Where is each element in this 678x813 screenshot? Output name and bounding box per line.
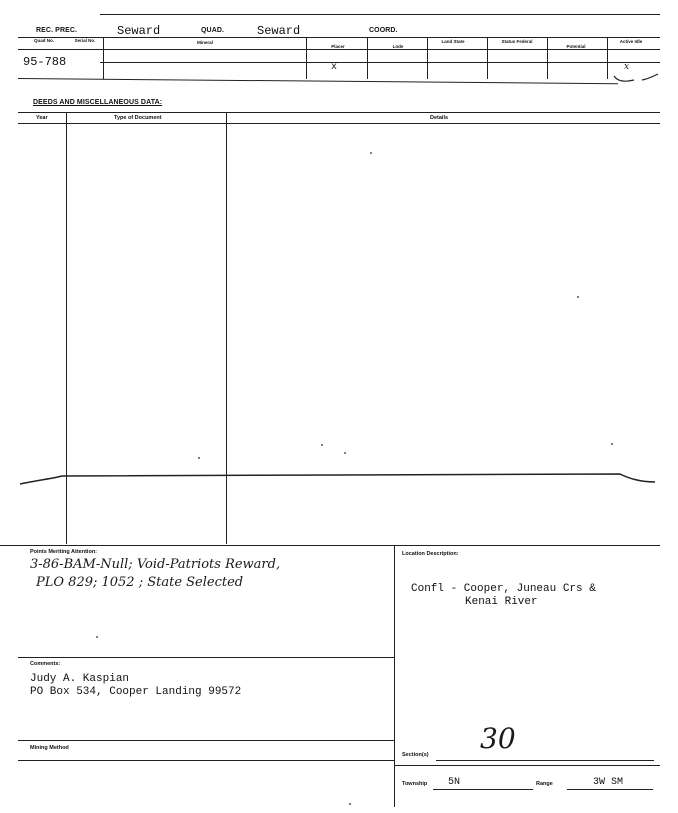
location-label: Location Description: <box>402 551 459 557</box>
section-divider-rule <box>394 765 660 766</box>
col-land-state: Land State <box>441 39 465 44</box>
speck <box>96 636 98 638</box>
mining-method-label: Mining Method <box>30 745 69 751</box>
section-label: Section(s) <box>402 752 429 758</box>
top-rule <box>100 14 660 15</box>
section-underline <box>436 760 654 761</box>
paper-crease <box>0 470 678 500</box>
location-line-2: Kenai River <box>465 596 538 608</box>
speck <box>349 803 351 805</box>
speck <box>344 452 346 454</box>
col-placer: Placer <box>331 44 345 49</box>
comments-line-1: Judy A. Kaspian <box>30 673 130 685</box>
comments-top-rule <box>18 657 394 658</box>
comments-line-2: PO Box 534, Cooper Landing 99572 <box>30 686 242 698</box>
col-divider-4 <box>427 37 428 79</box>
township-value: 5N <box>448 777 461 788</box>
section-value: 30 <box>480 722 516 755</box>
col-potential: Potential <box>566 44 586 49</box>
table-header-rule <box>18 49 660 50</box>
quad-value: Seward <box>257 24 301 38</box>
comments-label: Comments: <box>30 661 61 667</box>
range-value: 3W SM <box>593 777 624 788</box>
deeds-top-rule <box>18 112 660 113</box>
township-underline <box>433 789 533 790</box>
col-divider-6 <box>547 37 548 79</box>
deeds-header-rule <box>18 123 660 124</box>
col-mineral: Mineral <box>197 40 213 45</box>
location-line-1: Confl - Cooper, Juneau Crs & <box>411 583 596 595</box>
rec-prec-value: Seward <box>117 24 161 38</box>
speck <box>321 444 323 446</box>
table-top-rule <box>18 37 660 38</box>
col-divider-1 <box>103 37 104 79</box>
points-line-1: 3-86-BAM-Null; Void-Patriots Reward, <box>30 557 281 572</box>
col-quad-no: Quad No. <box>34 38 54 43</box>
table-row-rule <box>100 62 660 63</box>
bottom-top-rule <box>0 545 660 546</box>
placer-mark: x <box>331 62 338 73</box>
col-divider-7 <box>607 37 608 79</box>
mining-bottom-rule <box>18 760 394 761</box>
coord-label: COORD. <box>369 27 398 34</box>
quad-serial-value: 95-788 <box>23 55 67 69</box>
col-divider-5 <box>487 37 488 79</box>
rec-prec-label: REC. PREC. <box>36 27 78 34</box>
col-serial-no: Serial No. <box>74 38 96 43</box>
table-bottom-rule <box>18 78 618 84</box>
points-line-2: PLO 829; 1052 ; State Selected <box>36 575 244 590</box>
deeds-col-type: Type of Document <box>114 115 162 121</box>
speck <box>577 296 579 298</box>
active-handwritten-scribble <box>612 70 662 86</box>
deeds-col-details: Details <box>430 115 449 121</box>
active-mark: x <box>624 62 630 72</box>
bottom-center-divider <box>394 545 395 807</box>
speck <box>611 443 613 445</box>
range-label: Range <box>536 781 553 787</box>
township-label: Township <box>402 781 428 787</box>
deeds-section-title: DEEDS AND MISCELLANEOUS DATA: <box>33 99 163 106</box>
deeds-col-year: Year <box>36 115 48 121</box>
mining-top-rule <box>18 740 394 741</box>
range-underline <box>567 789 653 790</box>
speck <box>198 457 200 459</box>
quad-label: QUAD. <box>201 27 225 34</box>
points-label: Points Meriting Attention: <box>30 549 98 555</box>
col-status-federal: Status Federal <box>501 39 533 44</box>
speck <box>370 152 372 154</box>
col-active-idle: Active Idle <box>619 39 643 44</box>
col-lode: Lode <box>392 44 404 49</box>
col-divider-3 <box>367 37 368 79</box>
col-divider-2 <box>306 37 307 79</box>
